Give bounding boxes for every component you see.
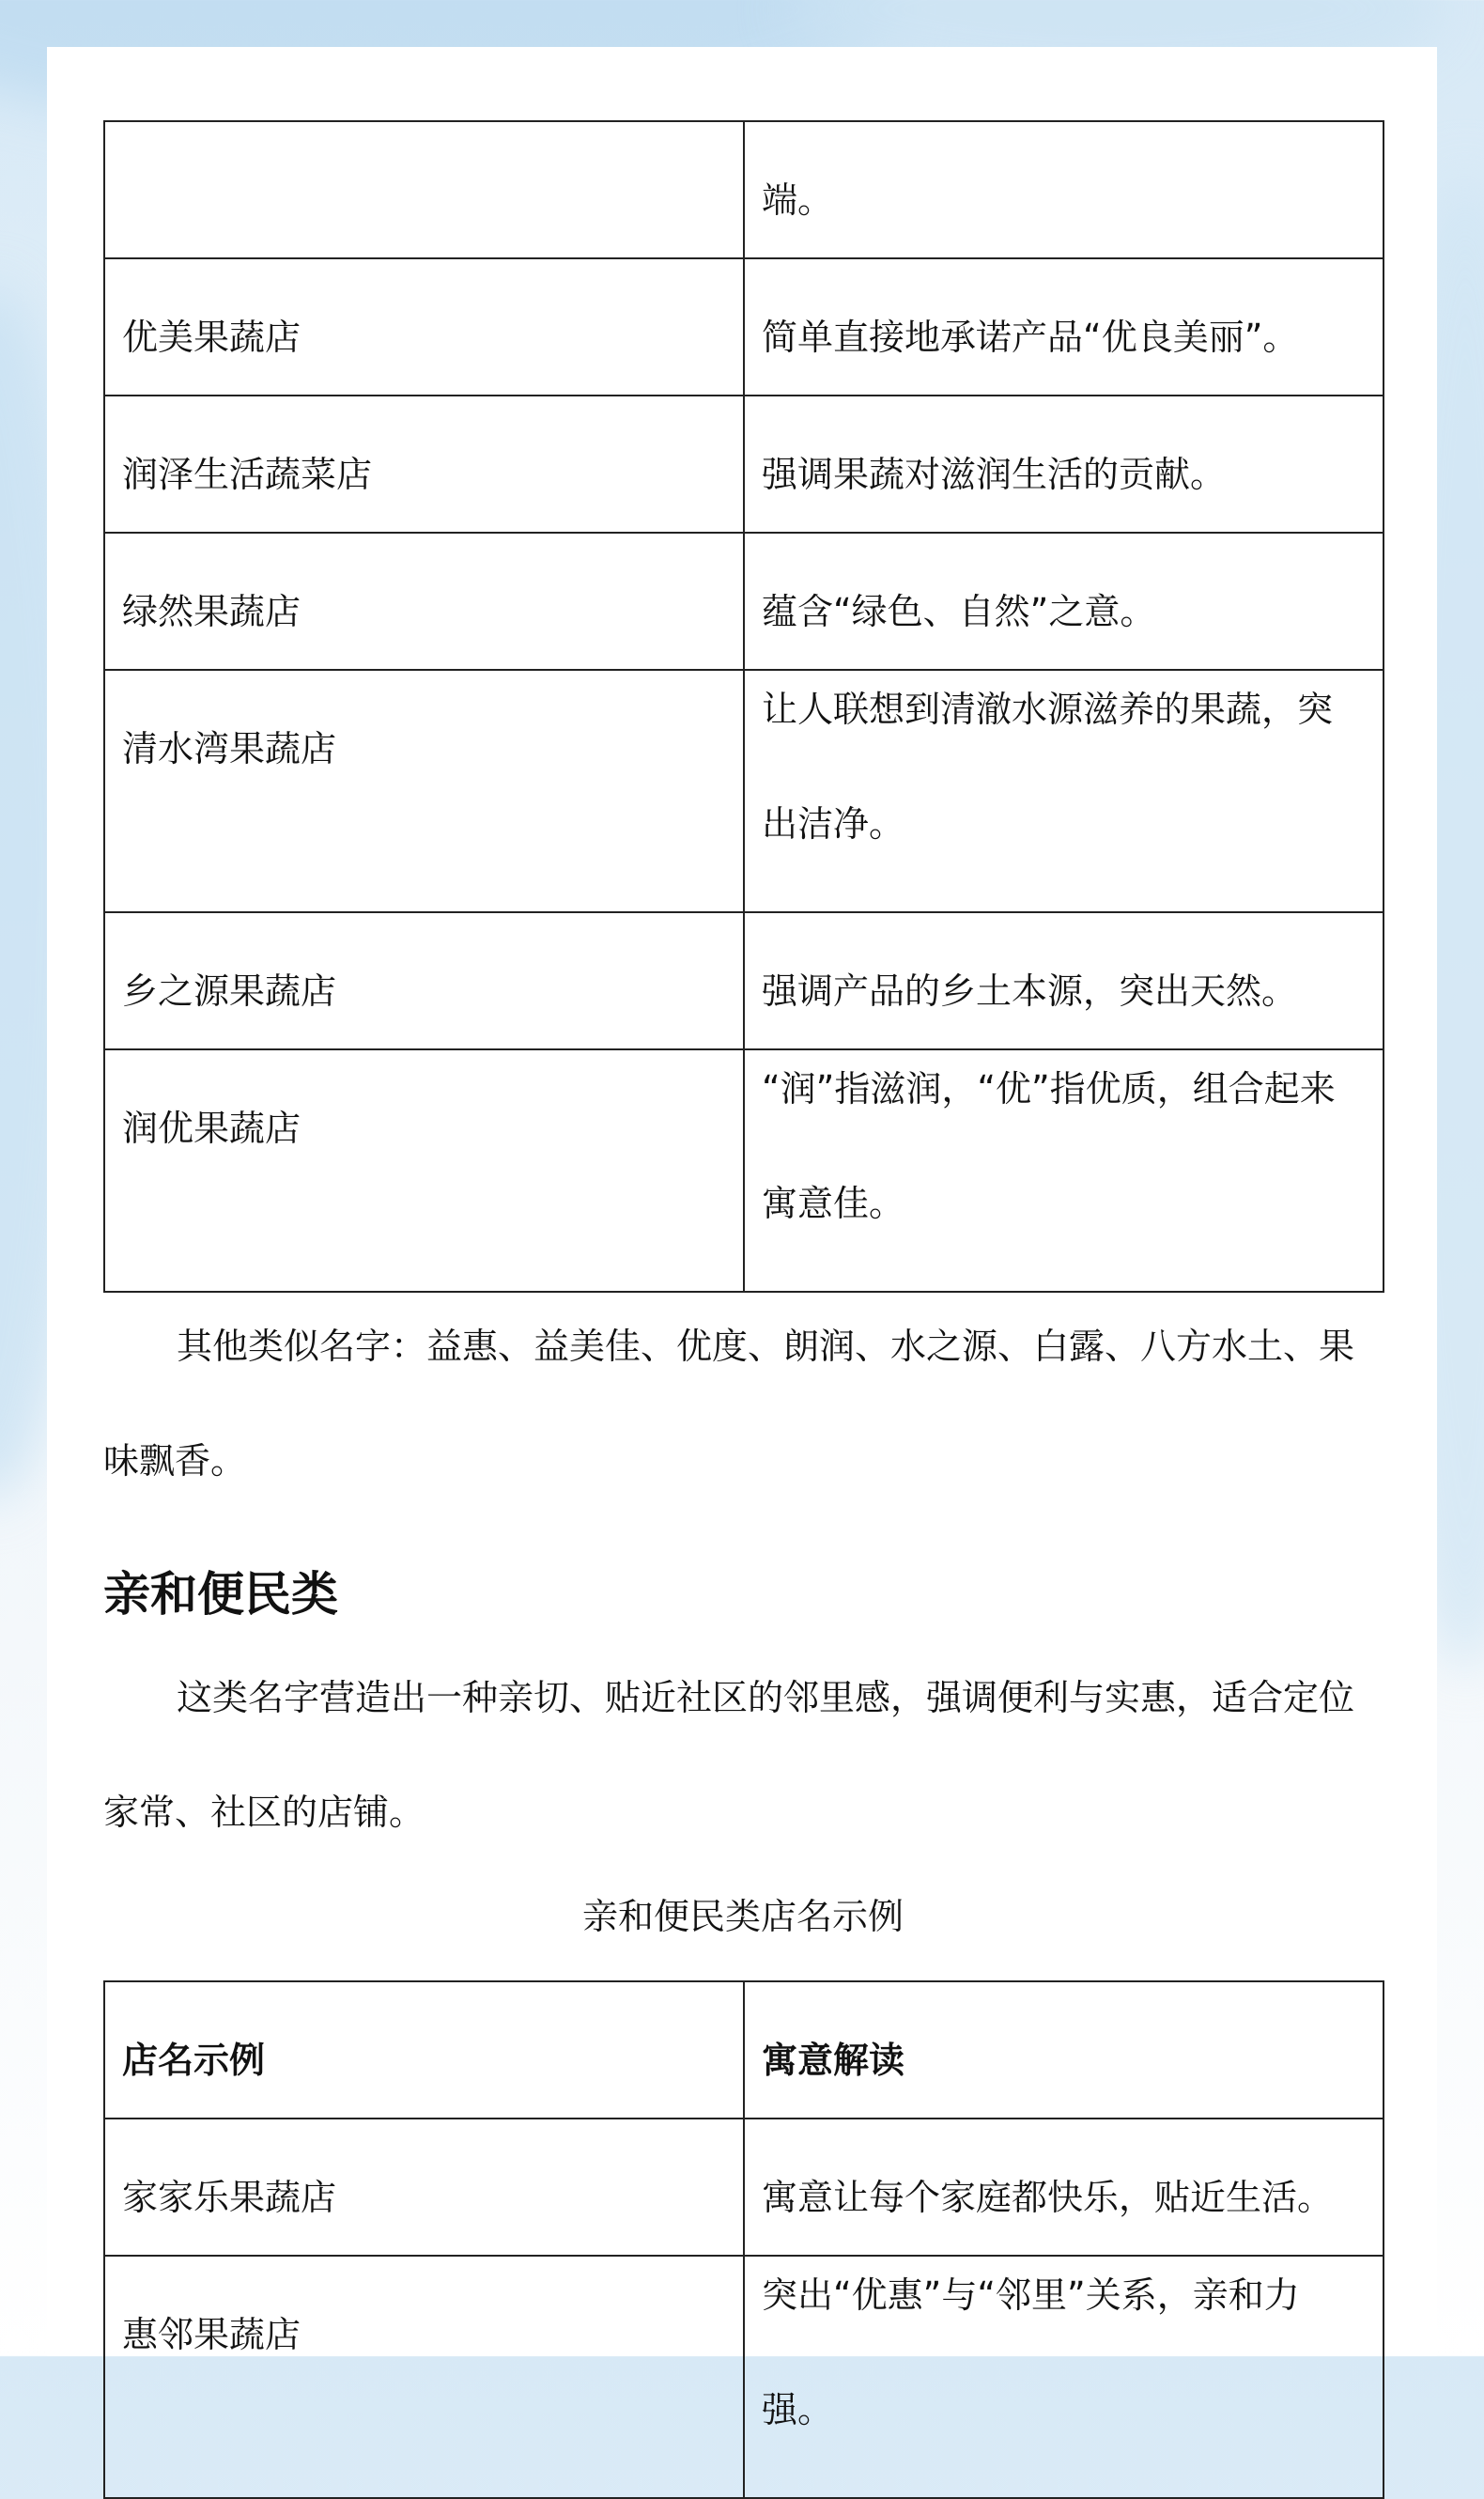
table-cell-meaning — [744, 2256, 1384, 2498]
table-cell-meaning — [744, 670, 1384, 912]
table-cell-meaning: 简单直接地承诺产品“优良美丽”。 — [744, 258, 1384, 396]
section-intro-paragraph: 这类名字营造出一种亲切、贴近社区的邻里感，强调便利与实惠，适合定位家常、社区的店铺。 — [103, 1677, 1355, 1833]
table-row — [104, 2119, 1384, 2256]
name-table-continued — [103, 120, 1384, 1293]
table-row — [104, 396, 1384, 533]
table-cell-name — [104, 121, 744, 258]
table-cell-name: 优美果蔬店 — [104, 258, 744, 396]
table-cell-meaning: 强调产品的乡土本源，突出天然。 — [744, 912, 1384, 1049]
table-cell-meaning: 端。 — [744, 121, 1384, 258]
table-cell-name: 惠邻果蔬店 — [104, 2256, 744, 2498]
document-page — [47, 47, 1437, 2430]
table-row — [104, 912, 1384, 1049]
table-cell-meaning — [744, 1049, 1384, 1292]
table-cell-text: 让人联想到清澈水源滋养的果蔬，突出洁净。 — [762, 689, 1334, 845]
table-header-row — [104, 1981, 1384, 2119]
table-cell-name: 家家乐果蔬店 — [104, 2119, 744, 2256]
table-cell-name: 绿然果蔬店 — [104, 533, 744, 670]
table-row — [104, 121, 1384, 258]
section-heading: 亲和便民类 — [103, 1567, 338, 1622]
table-row — [104, 2256, 1384, 2498]
table-row — [104, 533, 1384, 670]
table-row — [104, 258, 1384, 396]
table-cell-meaning: 蕴含“绿色、自然”之意。 — [744, 533, 1384, 670]
name-table — [103, 1980, 1384, 2499]
table-header-name: 店名示例 — [104, 1981, 744, 2119]
table-caption: 亲和便民类店名示例 — [581, 1896, 904, 1937]
table-cell-name: 润泽生活蔬菜店 — [104, 396, 744, 533]
table-cell-text: 突出“优惠”与“邻里”关系，亲和力强。 — [762, 2274, 1300, 2430]
table-cell-meaning: 强调果蔬对滋润生活的贡献。 — [744, 396, 1384, 533]
table-header-meaning: 寓意解读 — [744, 1981, 1384, 2119]
document-content — [103, 120, 1383, 2499]
other-names-paragraph: 其他类似名字：益惠、益美佳、优度、朗润、水之源、白露、八方水土、果味飘香。 — [103, 1326, 1355, 1482]
table-row — [104, 1049, 1384, 1292]
table-row — [104, 670, 1384, 912]
table-cell-name: 乡之源果蔬店 — [104, 912, 744, 1049]
table-cell-text: “润”指滋润，“优”指优质，组合起来寓意佳。 — [762, 1068, 1336, 1224]
table-cell-name: 清水湾果蔬店 — [104, 670, 744, 912]
table-cell-meaning: 寓意让每个家庭都快乐，贴近生活。 — [744, 2119, 1384, 2256]
table-cell-name: 润优果蔬店 — [104, 1049, 744, 1292]
